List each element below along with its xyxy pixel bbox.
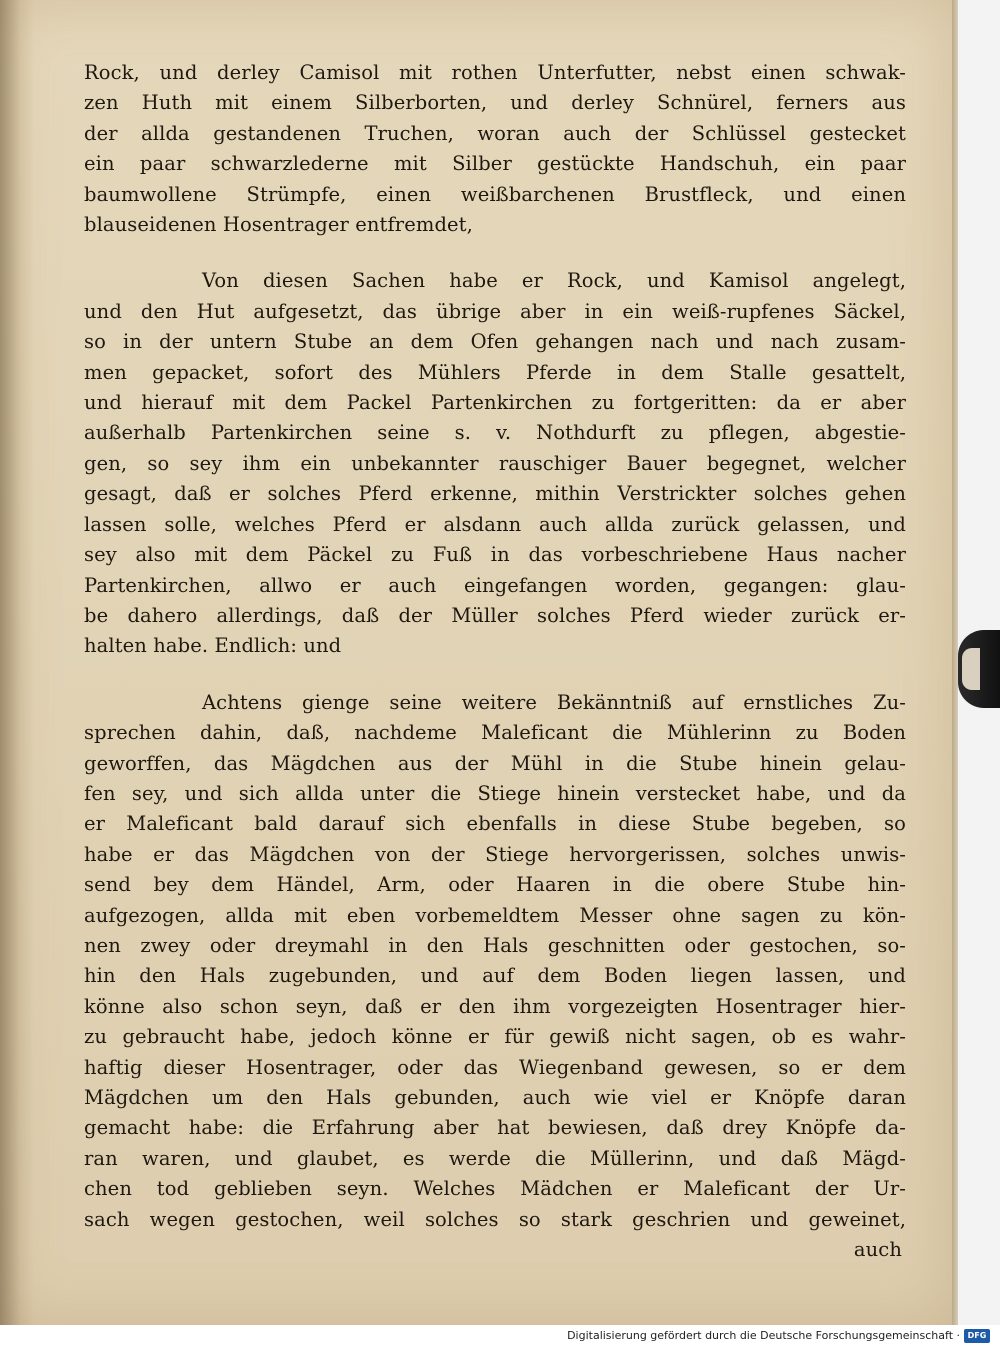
text-line: ran waren, und glaubet, es werde die Müllerinn, und daß Mägd-: [84, 1146, 906, 1170]
paragraph-1: [84, 58, 906, 240]
text-line: könne also schon seyn, daß er den ihm vorgezeigten Hosentrager hier-: [84, 994, 906, 1018]
spine-shadow: [0, 0, 34, 1325]
text-line: zu gebraucht habe, jedoch könne er für gewiß nicht sagen, ob es wahr-: [84, 1025, 906, 1049]
text-line: halten habe. Endlich: und: [84, 634, 342, 658]
bookmark-notch: [962, 648, 980, 690]
text-line: gemacht habe: die Erfahrung aber hat bewiesen, daß drey Knöpfe da-: [84, 1116, 906, 1140]
text-line: hin den Hals zugebunden, und auf dem Boden liegen lassen, und: [84, 964, 906, 988]
text-line: chen tod geblieben seyn. Welches Mädchen er Maleficant der Ur-: [84, 1177, 906, 1201]
text-line: sprechen dahin, daß, nachdeme Maleficant die Mühlerinn zu Boden: [84, 721, 906, 745]
text-line: der allda gestandenen Truchen, woran auch der Schlüssel gestecket: [84, 121, 906, 145]
text-line: Partenkirchen, allwo er auch eingefangen worden, gegangen: glau-: [84, 573, 906, 597]
text-line: fen sey, und sich allda unter die Stiege hinein verstecket habe, und da: [84, 781, 906, 805]
text-line: blauseidenen Hosentrager entfremdet,: [84, 213, 473, 237]
catchword: auch: [853, 1238, 902, 1262]
text-line: Von diesen Sachen habe er Rock, und Kamisol angelegt,: [202, 269, 906, 293]
text-line: Achtens gienge seine weitere Bekänntniß auf ernstliches Zu-: [202, 690, 906, 714]
funding-credit: Digitalisierung gefördert durch die Deutsche Forschungsgemeinschaft ·: [567, 1329, 960, 1342]
text-line: send bey dem Händel, Arm, oder Haaren in die obere Stube hin-: [84, 873, 906, 897]
text-line: sach wegen gestochen, weil solches so stark geschrien und geweinet,: [84, 1207, 906, 1231]
paragraph-2: [84, 266, 906, 661]
text-line: be dahero allerdings, daß der Müller solches Pferd wieder zurück er-: [84, 603, 906, 627]
text-line: und hierauf mit dem Packel Partenkirchen zu fortgeritten: da er aber: [84, 391, 906, 415]
text-line: habe er das Mägdchen von der Stiege hervorgerissen, solches unwis-: [84, 842, 906, 866]
text-line: gesagt, daß er solches Pferd erkenne, mithin Verstrickter solches gehen: [84, 482, 906, 506]
text-line: er Maleficant bald darauf sich ebenfalls in diese Stube begeben, so: [84, 812, 906, 836]
text-line: sey also mit dem Päckel zu Fuß in das vorbeschriebene Haus nacher: [84, 543, 906, 567]
text-line: Rock, und derley Camisol mit rothen Unterfutter, nebst einen schwak-: [84, 61, 906, 84]
text-line: geworffen, das Mägdchen aus der Mühl in die Stube hinein gelau-: [84, 751, 906, 775]
text-line: men gepacket, sofort des Mühlers Pferde in dem Stalle gesattelt,: [84, 360, 906, 384]
text-line: ein paar schwarzlederne mit Silber gestückte Handschuh, ein paar: [84, 152, 906, 176]
text-line: zen Huth mit einem Silberborten, und derley Schnürel, ferners aus: [84, 91, 906, 115]
paragraph-3: [84, 688, 906, 1266]
page-body: [84, 58, 906, 1265]
dfg-logo: DFG: [964, 1329, 990, 1343]
text-line: und den Hut aufgesetzt, das übrige aber in ein weiß-rupfenes Säckel,: [84, 299, 906, 323]
text-line: aufgezogen, allda mit eben vorbemeldtem Messer ohne sagen zu kön-: [84, 903, 906, 927]
text-line: außerhalb Partenkirchen seine s. v. Nothdurft zu pflegen, abgestie-: [84, 421, 906, 445]
text-line: lassen solle, welches Pferd er alsdann auch allda zurück gelassen, und: [84, 512, 906, 536]
text-line: nen zwey oder dreymahl in den Hals geschnitten oder gestochen, so-: [84, 933, 906, 957]
text-line: haftig dieser Hosentrager, oder das Wiegenband gewesen, so er dem: [84, 1055, 906, 1079]
text-line: so in der untern Stube an dem Ofen gehangen nach und nach zusam-: [84, 330, 906, 354]
text-line: Mägdchen um den Hals gebunden, auch wie viel er Knöpfe daran: [84, 1086, 906, 1109]
text-line: baumwollene Strümpfe, einen weißbarchenen Brustfleck, und einen: [84, 182, 906, 206]
text-line: gen, so sey ihm ein unbekannter rauschiger Bauer begegnet, welcher: [84, 451, 906, 475]
footer-bar: [0, 1325, 1000, 1348]
